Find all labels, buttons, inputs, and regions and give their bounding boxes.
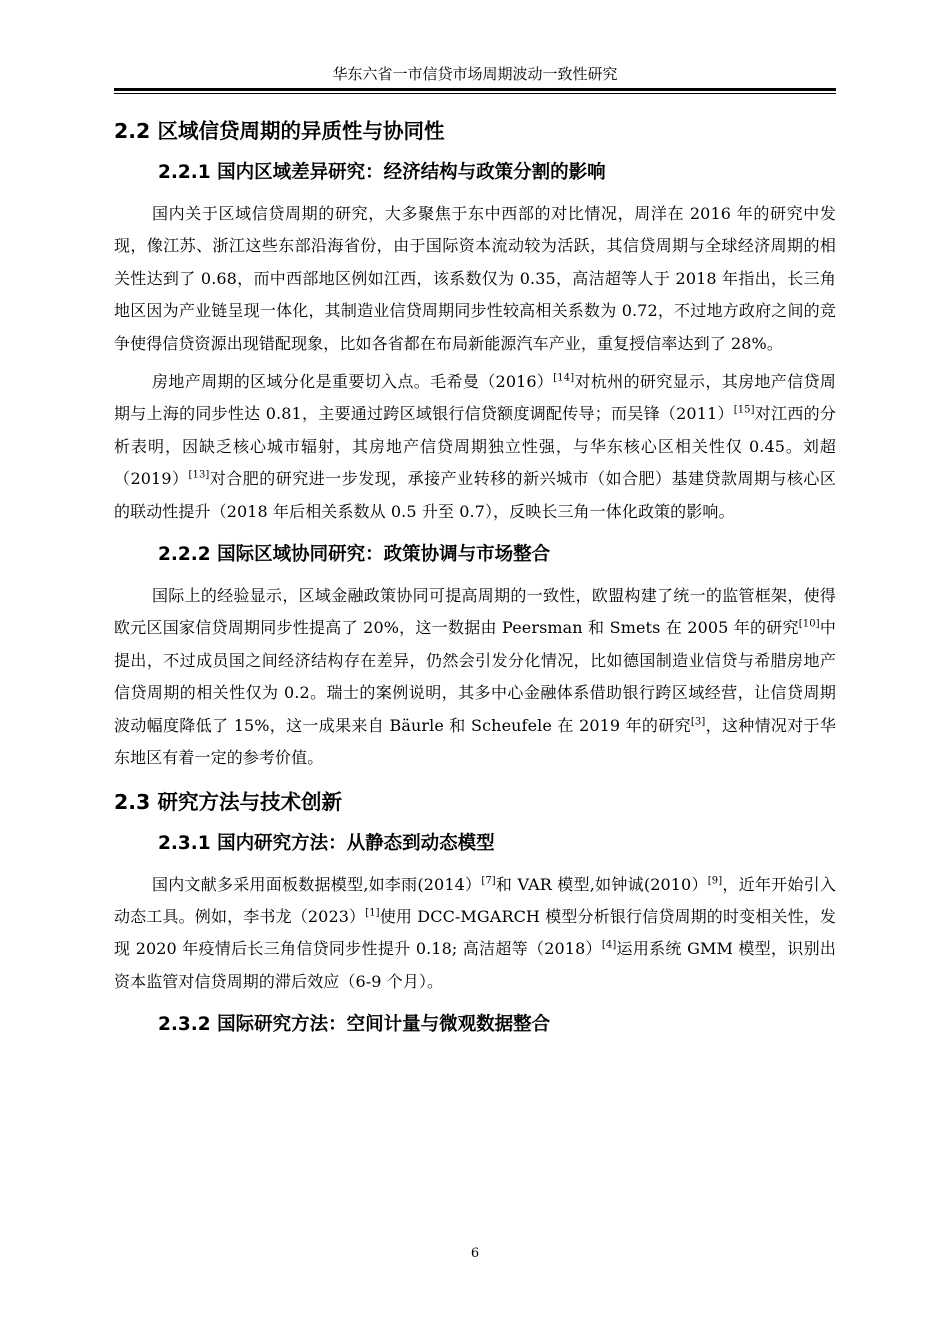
- paragraph-2-3-1: [114, 869, 836, 999]
- subsection-heading-2-3-1: 2.3.1 国内研究方法：从静态到动态模型: [158, 832, 495, 854]
- paragraph-2-2-2: [114, 580, 836, 774]
- citation-9: [9]: [707, 875, 723, 887]
- citation-10: [10]: [798, 619, 820, 631]
- text-run: 国内文献多采用面板数据模型,如李雨(2014）: [152, 874, 482, 894]
- section-heading-2-2: 2.2 区域信贷周期的异质性与协同性: [114, 119, 445, 143]
- text-run: 对杭州的研究显示，其房地产信贷周期与上海的同步性达 0.81，主要通过跨区域银行信贷额度调配传导；而吴锋（2011）: [114, 372, 836, 424]
- citation-13: [13]: [188, 469, 210, 481]
- text-run: 运用系统 GMM 模型，识别出资本监管对信贷周期的滞后效应（6-9 个月）。: [114, 939, 836, 991]
- text-run: 中提出，不过成员国之间经济结构存在差异，仍然会引发分化情况，比如德国制造业信贷与希腊房地产信贷周期的相关性仅为 0.2。瑞士的案例说明，其多中心金融体系借助银行跨区域经营，让信贷周期波动幅度降低了 15%，这一成果来自 Bäurle 和 Scheufele 在 2019 年的研究: [114, 618, 836, 735]
- text-run: 对江西的分析表明，因缺乏核心城市辐射，其房地产信贷周期独立性强，与华东核心区相关性仅 0.45。刘超（2019）: [114, 404, 836, 489]
- text-run: 使用 DCC-MGARCH 模型分析银行信贷周期的时变相关性，发现 2020 年疫情后长三角信贷同步性提升 0.18; 高洁超等（2018）: [114, 906, 836, 959]
- citation-14: [14]: [553, 372, 575, 384]
- paragraph-2-2-1-b: [114, 366, 836, 528]
- subsection-heading-2-2-1: 2.2.1 国内区域差异研究：经济结构与政策分割的影响: [158, 162, 606, 183]
- citation-1: [1]: [365, 907, 380, 919]
- text-run: 和 VAR 模型,如钟诚(2010）: [495, 874, 708, 894]
- header-rule-thin: [114, 93, 836, 94]
- citation-7: [7]: [481, 875, 496, 887]
- text-run: ，近年开始引入动态工具。例如，李书龙（2023）: [114, 874, 837, 926]
- citation-3: [3]: [690, 716, 706, 728]
- subsection-heading-2-3-2: 2.3.2 国际研究方法：空间计量与微观数据整合: [158, 1014, 551, 1036]
- text-run: ，这种情况对于华东地区有着一定的参考价值。: [114, 715, 836, 768]
- page-body: [114, 110, 836, 1046]
- subsection-heading-2-2-2: 2.2.2 国际区域协同研究：政策协调与市场整合: [158, 544, 551, 566]
- citation-15: [15]: [733, 405, 755, 417]
- text-run: 房地产周期的区域分化是重要切入点。毛希曼（2016）: [152, 372, 554, 392]
- paragraph-2-2-1-a: 国内关于区域信贷周期的研究，大多聚焦于东中西部的对比情况，周洋在 2016 年的研究中发现，像江苏、浙江这些东部沿海省份，由于国际资本流动较为活跃，其信贷周期与全球经济周期的相关性达到了 0.68，而中西部地区例如江西，该系数仅为 0.35，高洁超等人于 2018 年指出，长三角地区因为产业链呈现一体化，其制造业信贷周期同步性较高相关系数为 0.72，不过地方政府之间的竞争使得信贷资源出现错配现象，比如各省都在布局新能源汽车产业，重复授信率达到了 28%。: [114, 204, 836, 353]
- text-run: 国际上的经验显示，区域金融政策协同可提高周期的一致性，欧盟构建了统一的监管框架，使得欧元区国家信贷周期同步性提高了 20%，这一数据由 Peersman 和 Smets 在 2005 年的研究: [114, 586, 836, 638]
- running-header: 华东六省一市信贷市场周期波动一致性研究: [332, 65, 618, 83]
- header-rule-thick: [114, 88, 836, 91]
- text-run: 对合肥的研究进一步发现，承接产业转移的新兴城市（如合肥）基建贷款周期与核心区的联动性提升（2018 年后相关系数从 0.5 升至 0.7），反映长三角一体化政策的影响。: [114, 469, 836, 521]
- citation-4: [4]: [601, 939, 617, 951]
- page-number: 6: [470, 1246, 480, 1261]
- section-heading-2-3: 2.3 研究方法与技术创新: [114, 789, 342, 814]
